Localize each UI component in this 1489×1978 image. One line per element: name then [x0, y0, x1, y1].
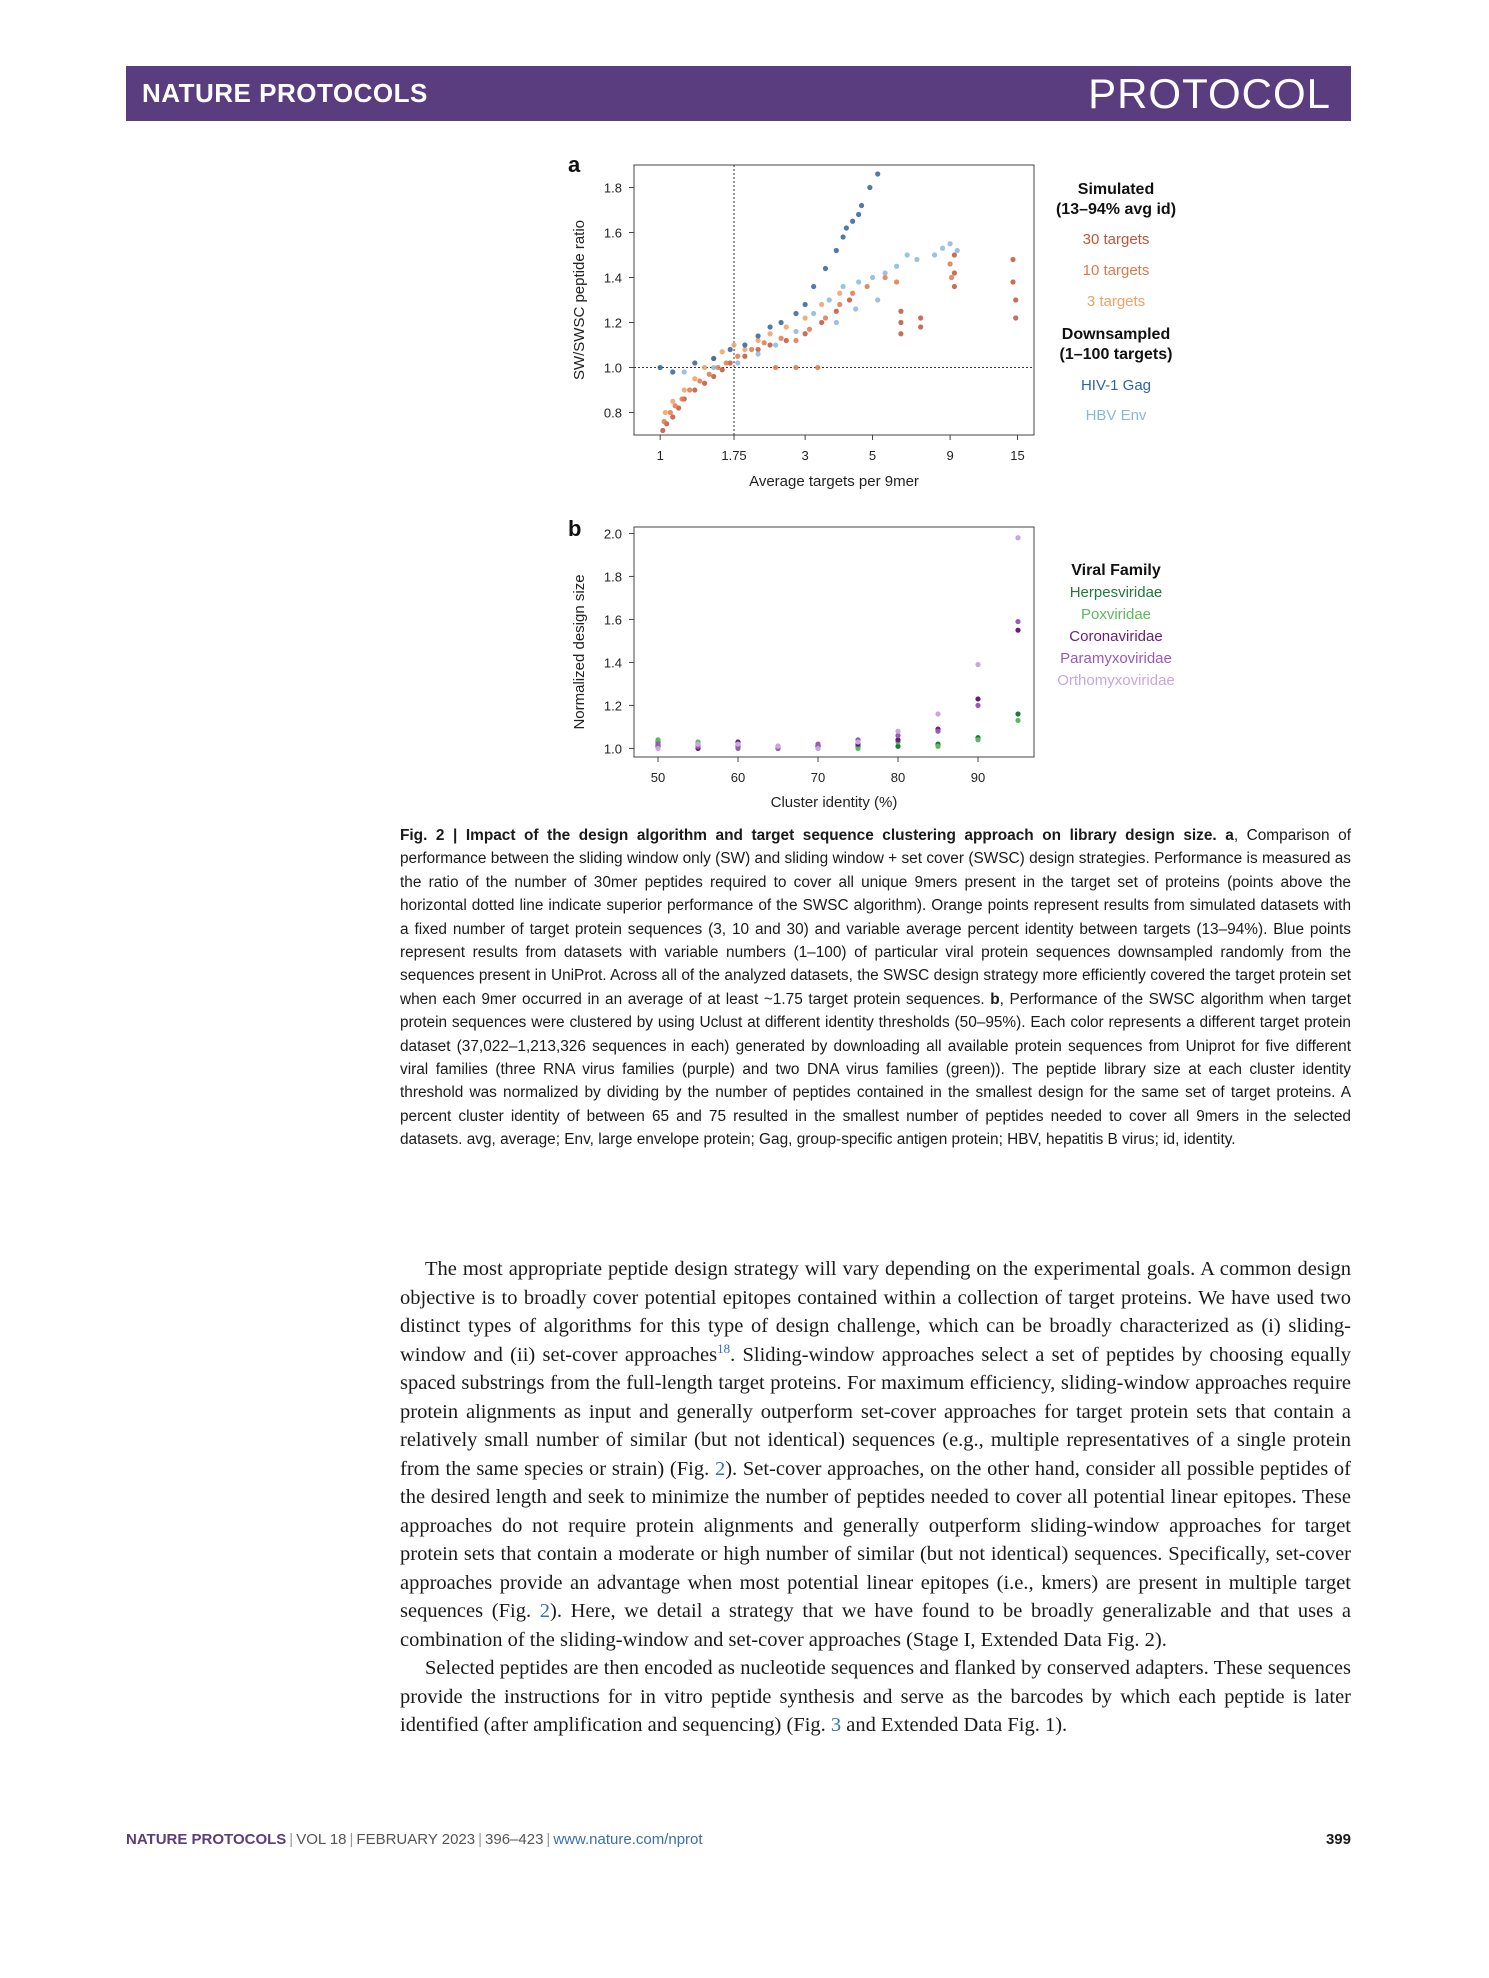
data-point [823, 315, 828, 320]
data-point [1015, 628, 1020, 633]
data-point [914, 257, 919, 262]
legend-b-herpesviridae: Herpesviridae [1069, 584, 1163, 601]
data-point [898, 331, 903, 336]
data-point [952, 252, 957, 257]
data-point [784, 338, 789, 343]
data-point [679, 396, 684, 401]
caption-title: Fig. 2 | Impact of the design algorithm and target sequence clustering approach on library design size. [400, 827, 1217, 844]
data-point [767, 331, 772, 336]
data-point [742, 347, 747, 352]
data-point [895, 729, 900, 734]
data-point [724, 360, 729, 365]
data-point [952, 284, 957, 289]
data-point [870, 275, 875, 280]
data-point [949, 275, 954, 280]
panel-b-ylabel: Normalized design size [571, 574, 588, 730]
paragraph-1-part-b: . Sliding-window approaches select a set of peptides by choosing equally spaced substrings from the full-length target proteins. For maximum efficiency, sliding-window approaches require protein alignments as input and generally outperform set-cover approaches for target protein sets that contain a relatively small number of similar (but not identical) sequences (e.g., multiple representatives of a single protein from the same species or strain) (Fig. [400, 1343, 1351, 1480]
data-point [840, 234, 845, 239]
data-point [707, 372, 712, 377]
data-point [762, 340, 767, 345]
data-point [784, 324, 789, 329]
data-point [834, 309, 839, 314]
data-point [819, 320, 824, 325]
data-point [834, 248, 839, 253]
data-point [735, 354, 740, 359]
figure-2 [0, 0, 1489, 820]
y-tick-label: 1.2 [603, 698, 622, 714]
panel-a-points [658, 171, 1019, 433]
data-point [695, 742, 700, 747]
data-point [687, 387, 692, 392]
data-point [834, 320, 839, 325]
data-point [823, 266, 828, 271]
data-point [778, 320, 783, 325]
y-tick-label: 1.0 [603, 360, 622, 376]
y-tick-label: 1.6 [603, 612, 622, 628]
legend-a-hbv-env: HBV Env [1085, 407, 1147, 424]
legend-b-title: Viral Family [1071, 562, 1161, 579]
data-point [793, 329, 798, 334]
legend-a-10-targets: 10 targets [1082, 262, 1150, 279]
data-point [819, 302, 824, 307]
data-point [867, 185, 872, 190]
legend-a-title1: Simulated [1077, 181, 1155, 198]
y-tick-label: 1.4 [603, 655, 622, 671]
data-point [898, 309, 903, 314]
paragraph-2-part-a: Selected peptides are then encoded as nucleotide sequences and flanked by conserved adapters. These sequences provide the instructions for in vitro peptide synthesis and serve as the barcodes by which each peptide is later identified (after amplification and sequencing) (Fig. [400, 1657, 1351, 1736]
data-point [1010, 257, 1015, 262]
legend-b-orthomyxoviridae: Orthomyxoviridae [1057, 672, 1175, 689]
data-point [803, 302, 808, 307]
data-point [1015, 535, 1020, 540]
data-point [850, 291, 855, 296]
data-point [767, 324, 772, 329]
legend-b-paramyxoviridae: Paramyxoviridae [1060, 650, 1172, 667]
caption-a-label: a [1225, 827, 1234, 844]
y-tick-label: 0.8 [603, 405, 622, 421]
data-point [975, 696, 980, 701]
data-point [853, 306, 858, 311]
data-point [755, 338, 760, 343]
data-point [728, 347, 733, 352]
data-point [1015, 711, 1020, 716]
data-point [898, 320, 903, 325]
data-point [1013, 297, 1018, 302]
data-point [682, 387, 687, 392]
legend-a-title2b: (1–100 targets) [1059, 346, 1173, 363]
panel-a-xlabel: Average targets per 9mer [749, 473, 919, 490]
x-tick-label: 15 [1010, 448, 1025, 463]
data-point [1015, 619, 1020, 624]
legend-b-poxviridae: Poxviridae [1080, 606, 1152, 623]
legend-a-title1b: (13–94% avg id) [1055, 201, 1177, 218]
paragraph-2-part-b: and Extended Data Fig. 1). [841, 1714, 1068, 1736]
data-point [749, 347, 754, 352]
y-tick-label: 1.8 [603, 180, 622, 196]
data-point [793, 338, 798, 343]
data-point [837, 302, 842, 307]
data-point [952, 270, 957, 275]
data-point [918, 315, 923, 320]
data-point [975, 703, 980, 708]
data-point [1015, 718, 1020, 723]
x-tick-label: 60 [730, 770, 746, 785]
data-point [894, 264, 899, 269]
data-point [855, 739, 860, 744]
figure-caption [400, 824, 1351, 1152]
data-point [775, 744, 780, 749]
figure-link[interactable]: 2 [714, 1457, 726, 1480]
data-point [742, 354, 747, 359]
data-point [702, 365, 707, 370]
data-point [955, 248, 960, 253]
y-tick-label: 1.4 [603, 270, 622, 286]
data-point [840, 284, 845, 289]
data-point [1010, 279, 1015, 284]
data-point [856, 279, 861, 284]
data-point [711, 365, 716, 370]
caption-b-label: b [990, 990, 1000, 1008]
data-point [935, 711, 940, 716]
page-number: 399 [1325, 1831, 1351, 1848]
data-point [663, 410, 668, 415]
data-point [778, 336, 783, 341]
section-name: PROTOCOL [1088, 70, 1331, 117]
y-tick-label: 1.6 [603, 225, 622, 241]
data-point [803, 315, 808, 320]
data-point [755, 351, 760, 356]
x-tick-label: 1.75 [721, 448, 747, 463]
data-point [773, 342, 778, 347]
data-point [702, 381, 707, 386]
data-point [947, 261, 952, 266]
data-point [975, 662, 980, 667]
legend-a-30-targets: 30 targets [1082, 231, 1150, 248]
x-tick-label: 1 [656, 448, 664, 463]
data-point [856, 212, 861, 217]
data-point [940, 246, 945, 251]
data-point [670, 414, 675, 419]
data-point [711, 374, 716, 379]
data-point [670, 369, 675, 374]
data-point [875, 297, 880, 302]
caption-b-text: , Performance of the SWSC algorithm when target protein sequences were clustered by using Uclust at different identity thresholds (50–95%). Each color represents a different target protein dataset (37,022–1,213,326 sequences in each) generated by downloading all available protein sequences from Uniprot for five different viral families (three RNA virus families (purple) and two DNA virus families (green)). The peptide library size at each cluster identity threshold was normalized by dividing by the number of peptides contained in the smallest design for the same set of target proteins. A percent cluster identity of between 65 and 75 resulted in the smallest number of peptides needed to cover all 9mers in the selected datasets. avg, average; Env, large envelope protein; Gag, group-specific antigen protein; HBV, hepatitis B virus; id, identity. [400, 990, 1351, 1149]
data-point [947, 241, 952, 246]
y-tick-label: 2.0 [603, 526, 622, 542]
data-point [905, 252, 910, 257]
data-point [815, 746, 820, 751]
data-point [692, 376, 697, 381]
x-tick-label: 5 [868, 448, 877, 463]
data-point [670, 399, 675, 404]
data-point [803, 331, 808, 336]
data-point [668, 410, 673, 415]
paragraph-1-part-d: ). Here, we detail a strategy that we have found to be broadly generalizable and that uses a combination of the sliding-window and set-cover approaches (Stage I, Extended Data Fig. 2). [400, 1600, 1351, 1651]
y-tick-label: 1.0 [603, 741, 622, 757]
data-point [844, 225, 849, 230]
data-point [773, 365, 778, 370]
panel-a-y-ticks [604, 181, 634, 421]
journal-name: NATURE PROTOCOLS [142, 78, 428, 108]
data-point [850, 219, 855, 224]
footer-url[interactable]: www.nature.com/nprot [553, 1831, 703, 1848]
data-point [755, 347, 760, 352]
body-text [400, 1255, 1351, 1740]
figure-link[interactable]: 3 [830, 1714, 842, 1736]
panel-b-frame [634, 527, 1034, 757]
citation-link[interactable]: 18 [717, 1340, 731, 1356]
data-point [682, 369, 687, 374]
data-point [655, 746, 660, 751]
page-footer: NATURE PROTOCOLS | VOL 18 | FEBRUARY 2023 | 396–423 | www.nature.com/nprot 399 [126, 1831, 1351, 1848]
data-point [875, 171, 880, 176]
data-point [735, 360, 740, 365]
data-point [692, 387, 697, 392]
legend-a-hiv-gag: HIV-1 Gag [1080, 377, 1152, 394]
paragraph-1-part-c: ). Set-cover approaches, on the other hand, consider all possible peptides of the desired length and seek to minimize the number of peptides needed to cover all potential linear epitopes. These approaches do not require protein alignments and generally outperform sliding-window approaches for target protein sets that contain a moderate or high number of similar (but not identical) sequences. Specifically, set-cover approaches provide an advantage when most potential linear epitopes (i.e., kmers) are present in multiple target sequences (Fig. [400, 1457, 1351, 1622]
data-point [660, 428, 665, 433]
panel-b-label: b [568, 516, 582, 541]
data-point [793, 365, 798, 370]
data-point [975, 737, 980, 742]
legend-a-3-targets: 3 targets [1086, 293, 1146, 310]
data-point [793, 311, 798, 316]
data-point [883, 275, 888, 280]
data-point [815, 365, 820, 370]
panel-b-x-ticks [651, 757, 985, 785]
data-point [935, 744, 940, 749]
panel-b-xlabel: Cluster identity (%) [770, 794, 898, 811]
data-point [837, 291, 842, 296]
y-tick-label: 1.8 [603, 569, 622, 585]
x-tick-label: 90 [970, 770, 986, 785]
footer-pages: 396–423 [485, 1831, 544, 1848]
data-point [859, 203, 864, 208]
data-point [894, 279, 899, 284]
data-point [807, 327, 812, 332]
x-tick-label: 50 [650, 770, 666, 785]
panel-a-frame [634, 165, 1034, 435]
data-point [697, 378, 702, 383]
figure-link[interactable]: 2 [539, 1600, 551, 1622]
data-point [932, 252, 937, 257]
panel-a-ylabel: SW/SWSC peptide ratio [571, 219, 588, 381]
data-point [847, 297, 852, 302]
x-tick-label: 70 [810, 770, 826, 785]
legend-b-coronaviridae: Coronaviridae [1069, 628, 1163, 645]
data-point [673, 403, 678, 408]
data-point [1013, 315, 1018, 320]
y-tick-label: 1.2 [603, 315, 622, 331]
legend-a-title2: Downsampled [1061, 326, 1171, 343]
data-point [767, 342, 772, 347]
data-point [827, 297, 832, 302]
data-point [811, 311, 816, 316]
footer-journal: NATURE PROTOCOLS [126, 1831, 287, 1848]
panel-a-reference-lines [634, 165, 1034, 435]
data-point [735, 742, 740, 747]
data-point [692, 360, 697, 365]
data-point [811, 284, 816, 289]
footer-date: FEBRUARY 2023 [356, 1831, 476, 1848]
data-point [742, 342, 747, 347]
data-point [711, 356, 716, 361]
x-tick-label: 80 [890, 770, 906, 785]
x-tick-label: 9 [946, 448, 954, 463]
panel-b-points [655, 535, 1020, 751]
data-point [755, 333, 760, 338]
x-tick-label: 3 [801, 448, 809, 463]
data-point [918, 324, 923, 329]
data-point [720, 349, 725, 354]
paragraph-1-part-a: The most appropriate peptide design strategy will vary depending on the experimental goals. A common design objective is to broadly cover potential epitopes contained within a collection of target proteins. We have used two distinct types of algorithms for this type of design challenge, which can be broadly characterized as (i) sliding-window and (ii) set-cover approaches [400, 1258, 1351, 1366]
paragraph-2 [400, 1654, 1351, 1740]
data-point [935, 729, 940, 734]
data-point [731, 342, 736, 347]
panel-a-x-ticks [657, 435, 1025, 463]
data-point [661, 419, 666, 424]
paragraph-1 [400, 1255, 1351, 1654]
caption-a-text: , Comparison of performance between the sliding window only (SW) and sliding window + set cover (SWSC) design strategies. Performance is measured as the ratio of the number of 30mer peptides required to cover all unique 9mers present in the target set of proteins (points above the horizontal dotted line indicate superior performance of the SWSC algorithm). Orange points represent results from simulated datasets with a fixed number of target protein sequences (3, 10 and 30) and variable average percent identity between targets (13–94%). Blue points represent results from datasets with variable numbers (1–100) of particular viral protein sequences downsampled randomly from the sequences present in UniProt. Across all of the analyzed datasets, the SWSC design strategy more efficiently covered the target protein set when each 9mer occurred in an average of at least ~1.75 target protein sequences. [400, 827, 1351, 1008]
footer-volume: VOL 18 [296, 1831, 347, 1848]
data-point [865, 284, 870, 289]
data-point [658, 365, 663, 370]
data-point [883, 270, 888, 275]
panel-a-label: a [568, 152, 581, 177]
panel-b-y-ticks [604, 526, 634, 756]
